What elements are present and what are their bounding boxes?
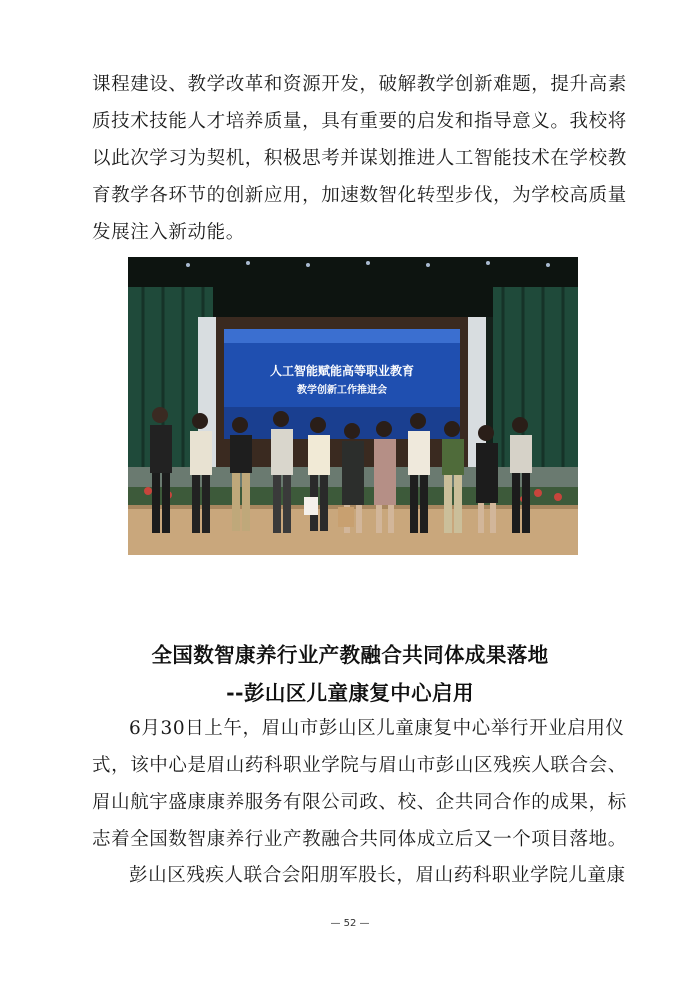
page-number: — 52 —: [330, 918, 370, 929]
section-heading-line1: 全国数智康养行业产教融合共同体成果落地: [151, 643, 549, 667]
banner-title-line2: 教学创新工作推进会: [297, 385, 387, 396]
section-heading-line2: --彭山区儿童康复中心启用: [226, 681, 474, 705]
group-photo: [128, 257, 578, 555]
paragraph-attendees: 彭山区残疾人联合会阳朋军股长，眉山药科职业学院儿童康: [129, 865, 626, 886]
paragraph-intro-continued: 课程建设、教学改革和资源开发，破解教学创新难题，提升高素质技术技能人才培养质量，具有重要的启发和指导意义。我校将以此次学习为契机，积极思考并谋划推进人工智能技术在学校教育教学各环节的创新应用，加速数智化转型步伐，为学校高质量发展注入新动能。: [92, 74, 627, 243]
banner-title-line1: 人工智能赋能高等职业教育: [269, 364, 415, 378]
paragraph-opening-ceremony: 6月30日上午，眉山市彭山区儿童康复中心举行开业启用仪式，该中心是眉山药科职业学院与眉山市彭山区残疾人联合会、眉山航宇盛康康养服务有限公司政、校、企共同合作的成果，标志着全国数智康养行业产教融合共同体成立后又一个项目落地。: [92, 718, 627, 850]
